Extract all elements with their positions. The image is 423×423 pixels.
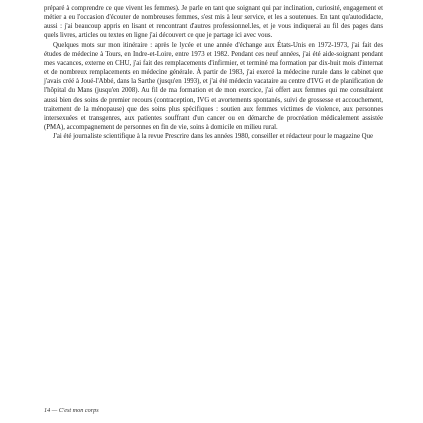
paragraph-intro: préparé à comprendre ce que vivent les femmes). Je parle en tant que soignant qui par inclination, curiosité, engagement et métier a eu l'occasion d'écouter de nombreuses femmes, s'est mis à leur service, et les a soutenues. En tant qu'autodidacte, aussi : j'ai beaucoup appris en lisant et rencontrant d'autres professionnel.les, et je vous indiquerai au fil des pages dans quels livres, articles ou textes en ligne j'ai découvert ce que je partage ici avec vous. bbox=[44, 5, 383, 40]
paragraph-journalism: J'ai été journaliste scientifique à la revue Prescrire dans les années 1980, conseiller et rédacteur pour le magazine Que bbox=[53, 133, 373, 141]
body-text bbox=[44, 4, 383, 141]
page-footer: 14 — C'est mon corps bbox=[44, 407, 99, 414]
paragraph-itinerary: Quelques mots sur mon itinéraire : après le lycée et une année d'échange aux États-Unis en 1972-1973, j'ai fait des études de médecine à Tours, en Indre-et-Loire, entre 1973 et 1982. Pendant ces neuf années, j'ai été aide-soignant pendant mes vacances, externe en CHU, j'ai fait des remplacements d'infirmier, et terminé ma formation par dix-huit mois d'internat et de nombreux remplacements en médecine générale. À partir de 1983, j'ai exercé la médecine rurale dans le cabinet que j'avais créé à Joué-l'Abbé, dans la Sarthe (jusqu'en 1993), et j'ai été médecin vacataire au centre d'IVG et de planification de l'hôpital du Mans (jusqu'en 2008). Au fil de ma formation et de mon exercice, j'ai offert aux femmes qui me consultaient aussi bien des soins de premier recours (contraception, IVG et avortements spontanés, suivi de grossesse et accouchement, traitement de la ménopause) que des soins plus spécifiques : soutien aux femmes victimes de violence, aux personnes intersexuées et transgenres, aux patientes souffrant d'un cancer ou en démarche de procréation médicalement assistée (PMA), accompagnement de personnes en fin de vie, soins à domicile en milieu rural. bbox=[44, 41, 383, 132]
